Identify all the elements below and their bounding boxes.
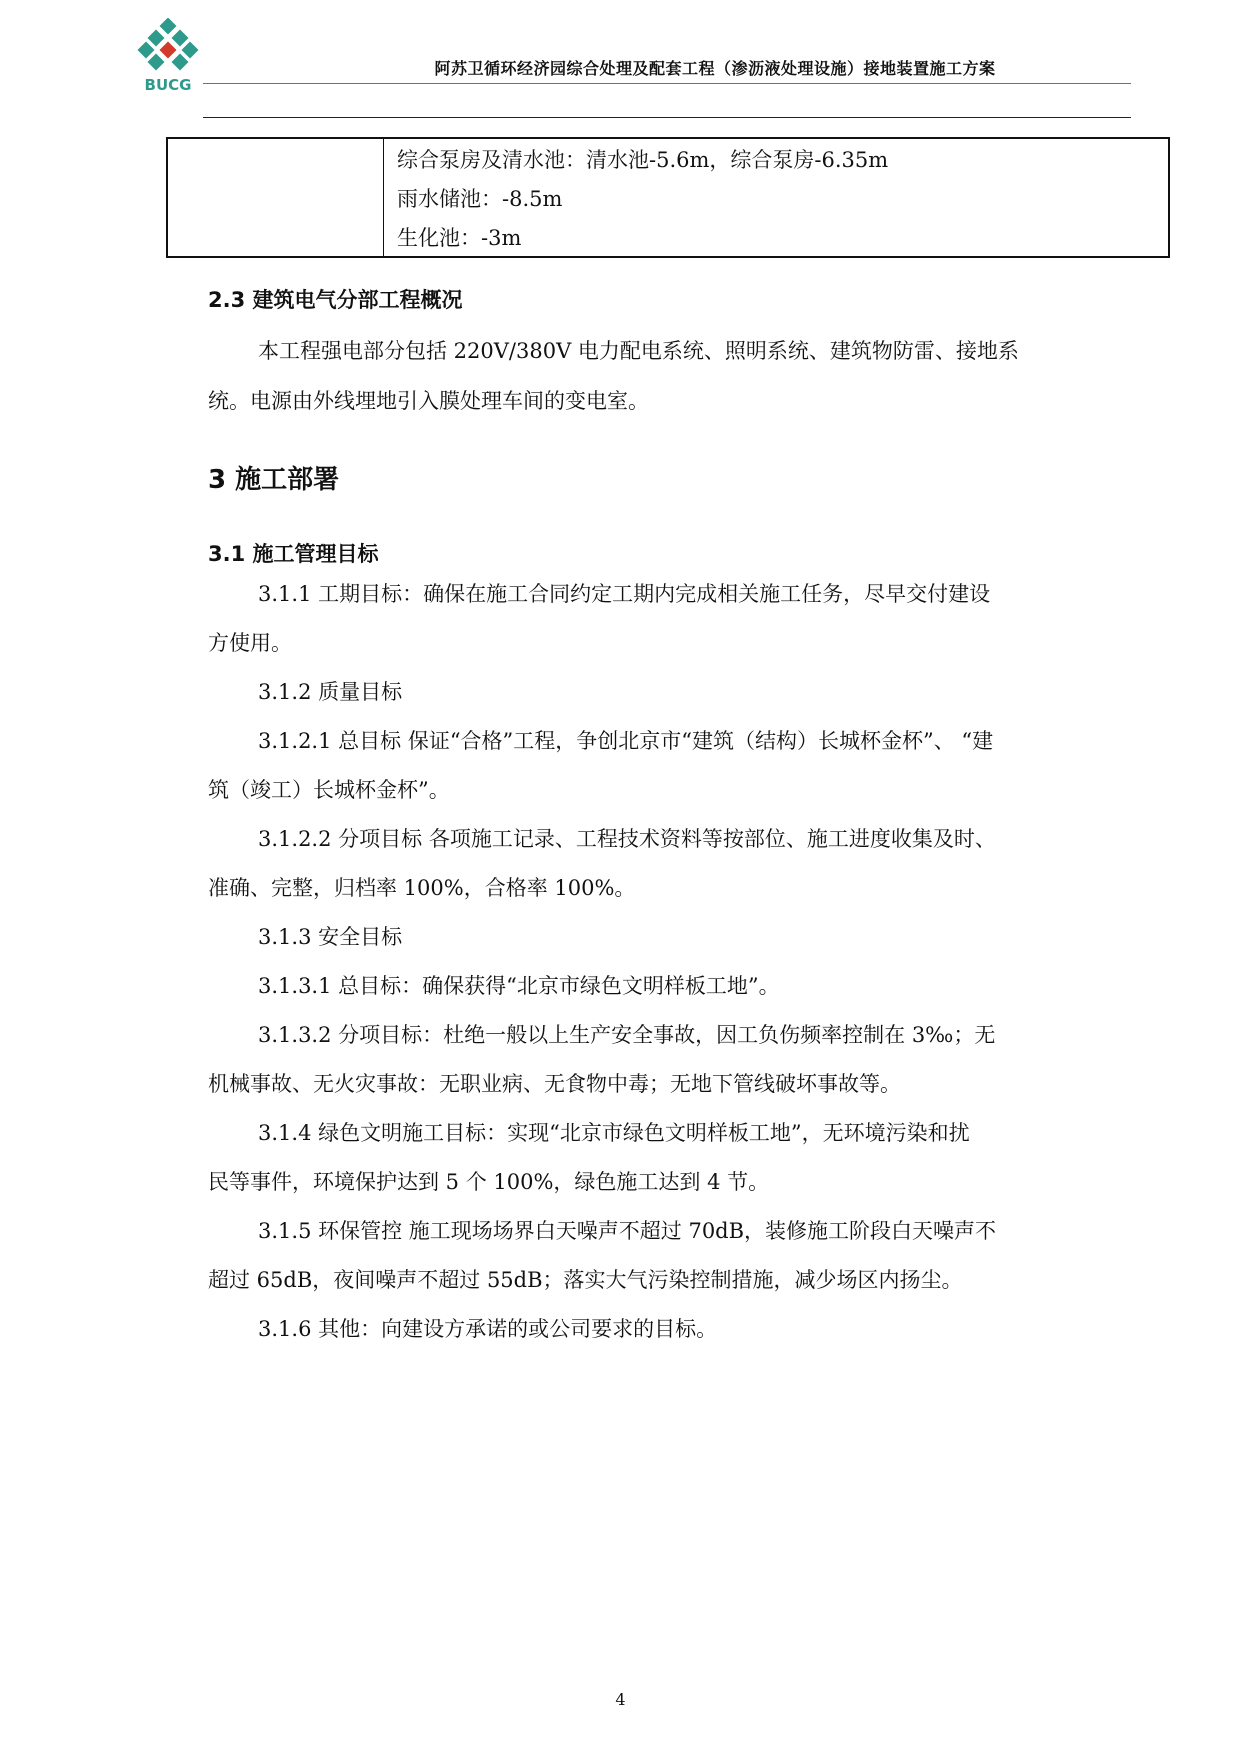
paragraph-line: 机械事故、无火灾事故：无职业病、无食物中毒；无地下管线破坏事故等。 bbox=[208, 1072, 901, 1096]
header-rule-black bbox=[203, 117, 1131, 118]
paragraph-line: 民等事件，环境保护达到 5 个 100%，绿色施工达到 4 节。 bbox=[208, 1170, 770, 1194]
table-line: 雨水储池：-8.5m bbox=[397, 187, 563, 211]
paragraph-line: 3.1.3.1 总目标：确保获得“北京市绿色文明样板工地”。 bbox=[258, 974, 780, 998]
paragraph-line: 3.1.3.2 分项目标：杜绝一般以上生产安全事故，因工负伤频率控制在 3‰；无 bbox=[258, 1023, 996, 1047]
paragraph-line: 方使用。 bbox=[208, 631, 292, 655]
paragraph-line: 3.1.4 绿色文明施工目标：实现“北京市绿色文明样板工地”，无环境污染和扰 bbox=[258, 1121, 970, 1145]
section-3-1-heading: 3.1 施工管理目标 bbox=[208, 542, 379, 566]
section-3-heading: 3 施工部署 bbox=[208, 465, 340, 495]
paragraph-line: 筑（竣工）长城杯金杯”。 bbox=[208, 778, 450, 802]
section-2-3-heading: 2.3 建筑电气分部工程概况 bbox=[208, 288, 463, 312]
paragraph-line: 超过 65dB，夜间噪声不超过 55dB；落实大气污染控制措施，减少场区内扬尘。 bbox=[208, 1268, 963, 1292]
paragraph-line: 3.1.2.2 分项目标 各项施工记录、工程技术资料等按部位、施工进度收集及时、 bbox=[258, 827, 996, 851]
table-right-cell bbox=[384, 139, 1168, 256]
depth-table bbox=[166, 137, 1170, 258]
bucg-logo-icon bbox=[136, 18, 200, 98]
company-logo bbox=[136, 18, 200, 98]
paragraph-line: 准确、完整，归档率 100%，合格率 100%。 bbox=[208, 876, 636, 900]
paragraph-line: 3.1.2.1 总目标 保证“合格”工程，争创北京市“建筑（结构）长城杯金杯”、 “建 bbox=[258, 729, 994, 753]
document-header-title: 阿苏卫循环经济园综合处理及配套工程（渗沥液处理设施）接地装置施工方案 bbox=[434, 59, 996, 78]
paragraph-line: 3.1.3 安全目标 bbox=[258, 925, 403, 949]
paragraph-line: 统。电源由外线埋地引入膜处理车间的变电室。 bbox=[208, 389, 649, 413]
paragraph-line: 3.1.2 质量目标 bbox=[258, 680, 403, 704]
paragraph-line: 3.1.1 工期目标：确保在施工合同约定工期内完成相关施工任务，尽早交付建设 bbox=[258, 582, 991, 606]
table-left-cell bbox=[168, 139, 384, 256]
paragraph-line: 3.1.5 环保管控 施工现场场界白天噪声不超过 70dB，装修施工阶段白天噪声不 bbox=[258, 1219, 997, 1243]
table-line: 生化池：-3m bbox=[397, 226, 522, 250]
header-rule-blue bbox=[203, 83, 1131, 84]
table-line: 综合泵房及清水池：清水池-5.6m，综合泵房-6.35m bbox=[397, 148, 889, 172]
paragraph-line: 本工程强电部分包括 220V/380V 电力配电系统、照明系统、建筑物防雷、接地系 bbox=[258, 339, 1019, 363]
page-number: 4 bbox=[615, 1690, 626, 1709]
paragraph-line: 3.1.6 其他：向建设方承诺的或公司要求的目标。 bbox=[258, 1317, 718, 1341]
logo-text: BUCG bbox=[144, 76, 192, 94]
